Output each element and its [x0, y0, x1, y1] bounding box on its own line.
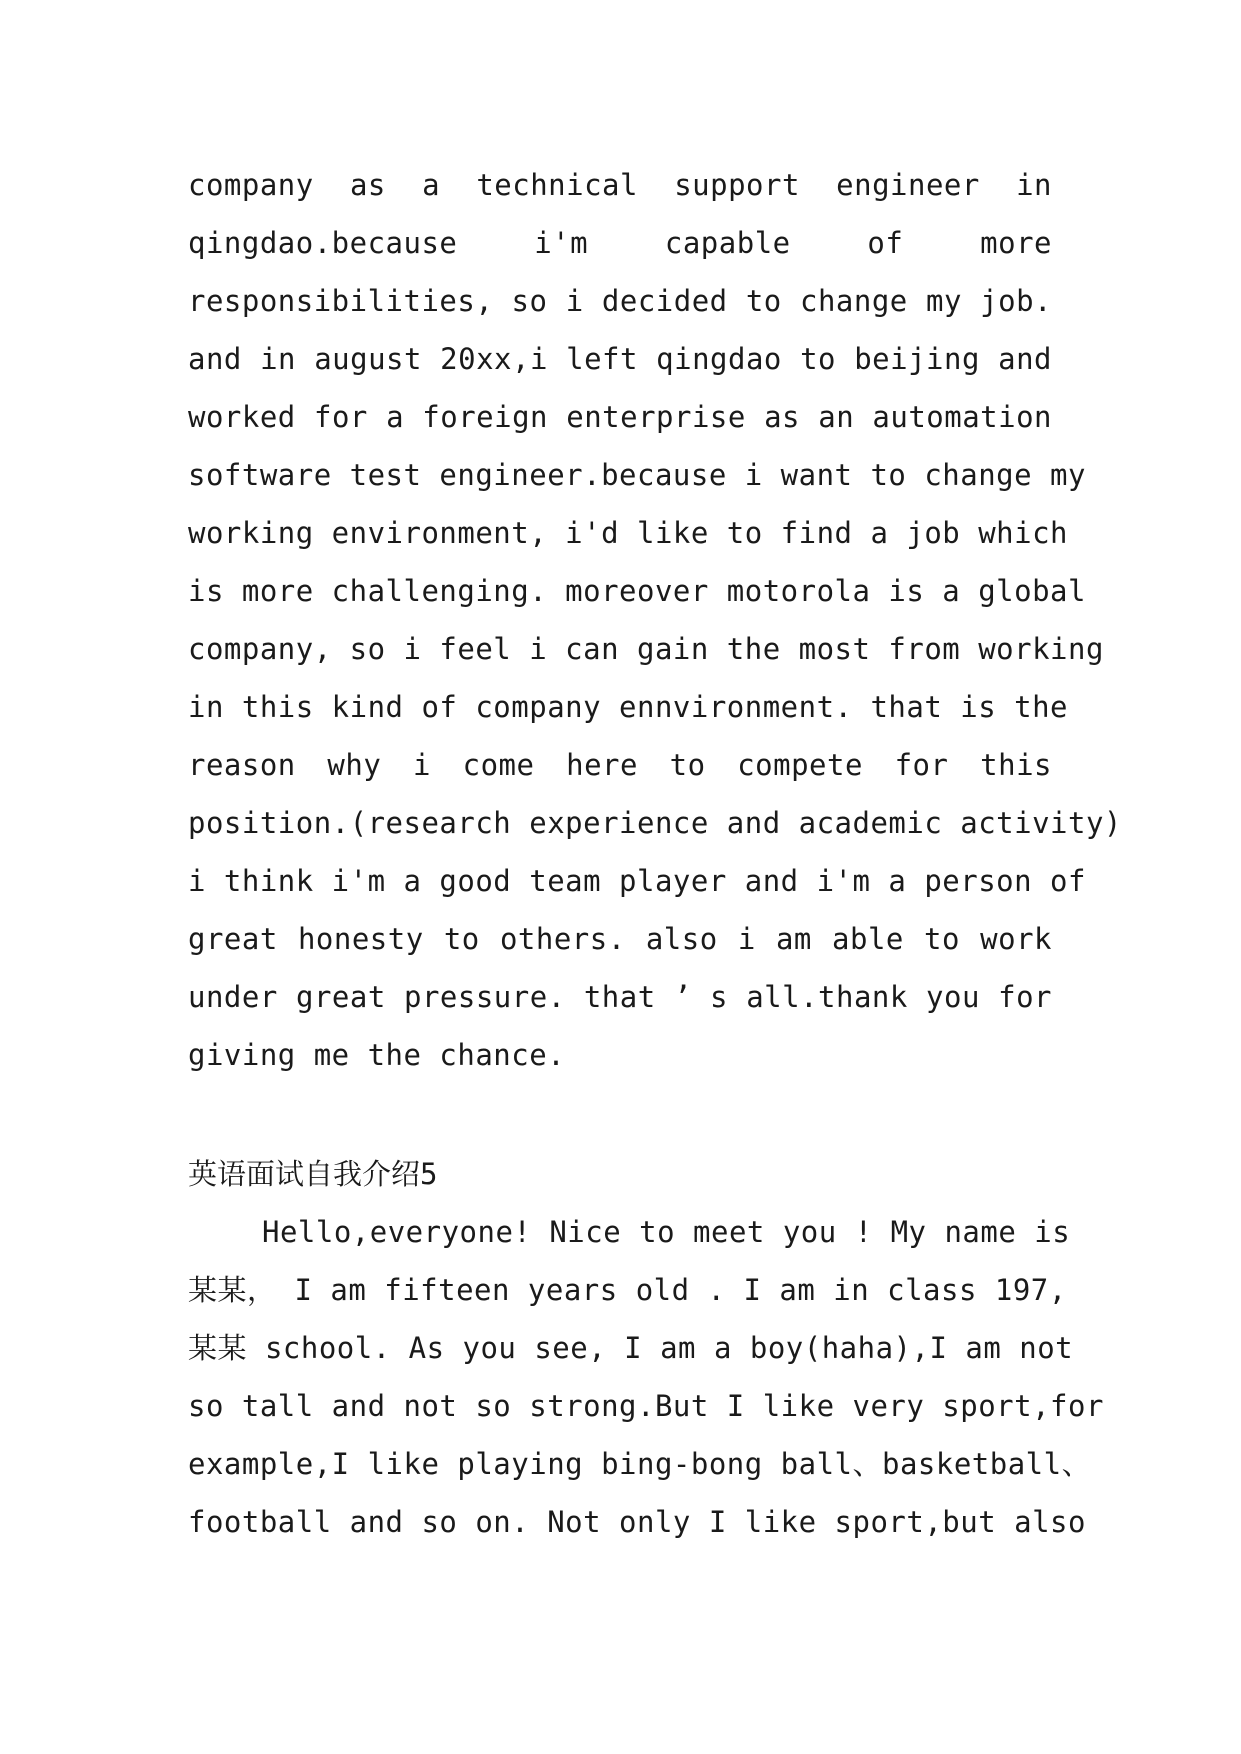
- paragraph-line: position.(research experience and academic activity): [188, 806, 1122, 840]
- paragraph-line: company, so i feel i can gain the most from working: [188, 632, 1104, 666]
- paragraph-line: 某某 school. As you see, I am a boy(haha),I am not: [188, 1331, 1074, 1365]
- paragraph-line: giving me the chance.: [188, 1038, 566, 1072]
- paragraph-line: reason why i come here to compete for this: [188, 748, 1052, 782]
- paragraph-line: worked for a foreign enterprise as an automation: [188, 400, 1052, 434]
- paragraph-line: 某某， I am fifteen years old . I am in class 197,: [188, 1273, 1067, 1307]
- paragraph-line: so tall and not so strong.But I like very sport,for: [188, 1389, 1104, 1423]
- paragraph-line: under great pressure. that ’ s all.thank you for: [188, 980, 1052, 1014]
- section-heading: 英语面试自我介绍5: [188, 1157, 438, 1191]
- paragraph-line: software test engineer.because i want to change my: [188, 458, 1086, 492]
- paragraph-line: example,I like playing bing-bong ball、basketball、: [188, 1447, 1092, 1481]
- paragraph-line: football and so on. Not only I like sport,but also: [188, 1505, 1086, 1539]
- paragraph-line: working environment, i'd like to find a job which: [188, 516, 1069, 550]
- paragraph-line: qingdao.because i'm capable of more: [188, 226, 1052, 260]
- paragraph-line: and in august 20xx,i left qingdao to beijing and: [188, 342, 1052, 376]
- paragraph-line: company as a technical support engineer in: [188, 168, 1052, 202]
- paragraph-line: is more challenging. moreover motorola is a global: [188, 574, 1086, 608]
- paragraph-line: in this kind of company ennvironment. that is the: [188, 690, 1069, 724]
- paragraph-line: responsibilities, so i decided to change my job.: [188, 284, 1052, 318]
- paragraph-line: Hello,everyone! Nice to meet you ! My name is: [262, 1215, 1071, 1249]
- paragraph-line: i think i'm a good team player and i'm a person of: [188, 864, 1086, 898]
- paragraph-line: great honesty to others. also i am able to work: [188, 922, 1052, 956]
